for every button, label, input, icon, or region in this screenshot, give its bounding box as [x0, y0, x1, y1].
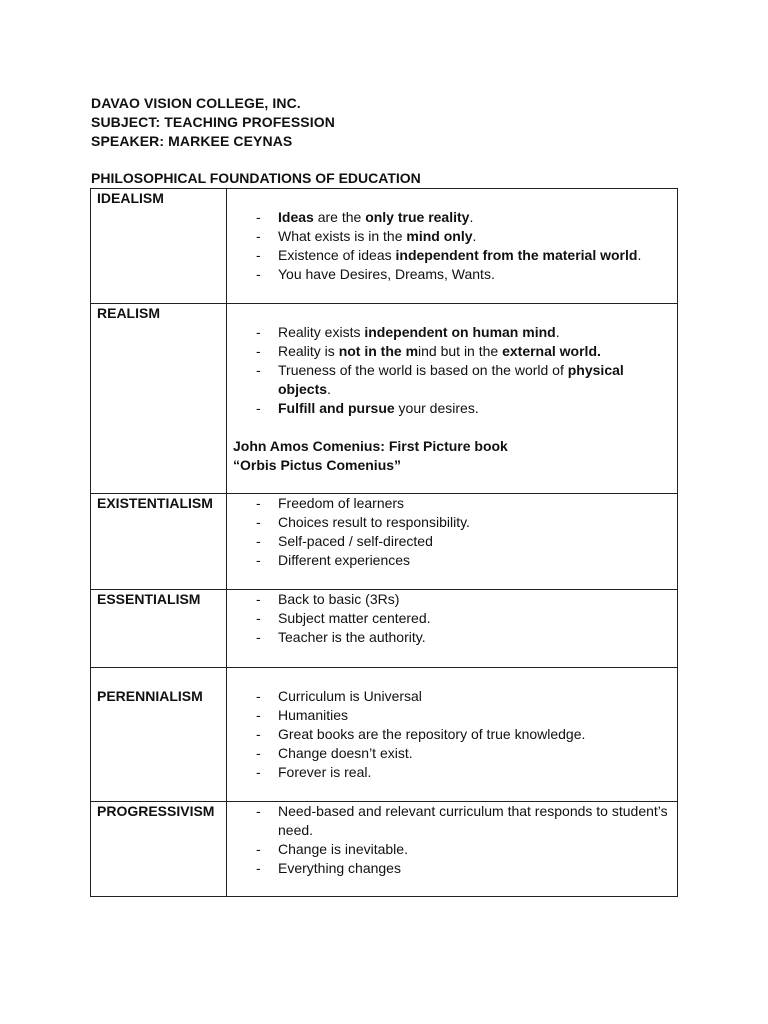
list-item: - Fulfill and pursue your desires. — [256, 400, 479, 416]
list-item: - Subject matter centered. — [256, 610, 431, 626]
list-item: - Forever is real. — [256, 764, 372, 780]
philosophy-name: IDEALISM — [91, 189, 227, 304]
list-item: - Great books are the repository of true knowledge. — [256, 726, 586, 742]
table-row-perennialism — [91, 668, 678, 802]
philosophy-name: ESSENTIALISM — [91, 590, 227, 668]
list-item: - Back to basic (3Rs) — [256, 591, 400, 607]
list-item: - You have Desires, Dreams, Wants. — [256, 266, 495, 282]
document-header — [91, 94, 335, 151]
list-item: - Existence of ideas independent from the material world. — [256, 247, 642, 263]
table-row-progressivism — [91, 802, 678, 897]
list-item: - Humanities — [256, 707, 349, 723]
philosophy-name: EXISTENTIALISM — [91, 494, 227, 590]
philosophy-description — [227, 590, 678, 668]
list-item: - Ideas are the only true reality. — [256, 209, 474, 225]
philosophy-description — [227, 304, 678, 494]
list-item: - Change doesn’t exist. — [256, 745, 413, 761]
bullet-list — [233, 494, 671, 570]
philosophy-description — [227, 668, 678, 802]
list-item: - Choices result to responsibility. — [256, 514, 470, 530]
list-item: - Everything changes — [256, 860, 401, 876]
philosophy-description — [227, 802, 678, 897]
list-item: - Need-based and relevant curriculum that responds to student’s need. — [256, 803, 668, 838]
list-item: - What exists is in the mind only. — [256, 228, 477, 244]
philosophy-name: REALISM — [91, 304, 227, 494]
list-item: - Reality exists independent on human mind. — [256, 324, 560, 340]
list-item: - Reality is not in the mind but in the external world. — [256, 343, 601, 359]
bullet-list — [233, 208, 671, 284]
comenius-note: John Amos Comenius: First Picture book — [233, 438, 508, 454]
subject-line: SUBJECT: TEACHING PROFESSION — [91, 114, 335, 130]
table-row-realism — [91, 304, 678, 494]
bullet-list — [233, 802, 671, 878]
institution-name: DAVAO VISION COLLEGE, INC. — [91, 95, 301, 111]
philosophy-description — [227, 494, 678, 590]
table-row-idealism — [91, 189, 678, 304]
philosophy-description — [227, 189, 678, 304]
philosophy-table — [90, 188, 678, 897]
philosophy-name: PERENNIALISM — [91, 668, 227, 802]
list-item: - Self-paced / self-directed — [256, 533, 433, 549]
list-item: - Different experiences — [256, 552, 411, 568]
list-item: - Trueness of the world is based on the world of physical objects. — [256, 362, 624, 397]
bullet-list — [233, 323, 671, 418]
list-item: - Freedom of learners — [256, 495, 405, 511]
bullet-list — [233, 687, 671, 782]
table-row-essentialism — [91, 590, 678, 668]
document-title: PHILOSOPHICAL FOUNDATIONS OF EDUCATION — [91, 170, 421, 186]
table-row-existentialism — [91, 494, 678, 590]
speaker-line: SPEAKER: MARKEE CEYNAS — [91, 133, 293, 149]
list-item: - Change is inevitable. — [256, 841, 408, 857]
philosophy-name: PROGRESSIVISM — [91, 802, 227, 897]
orbis-pictus-note: “Orbis Pictus Comenius” — [233, 457, 402, 473]
bullet-list — [233, 590, 671, 647]
list-item: - Curriculum is Universal — [256, 688, 422, 704]
list-item: - Teacher is the authority. — [256, 629, 426, 645]
